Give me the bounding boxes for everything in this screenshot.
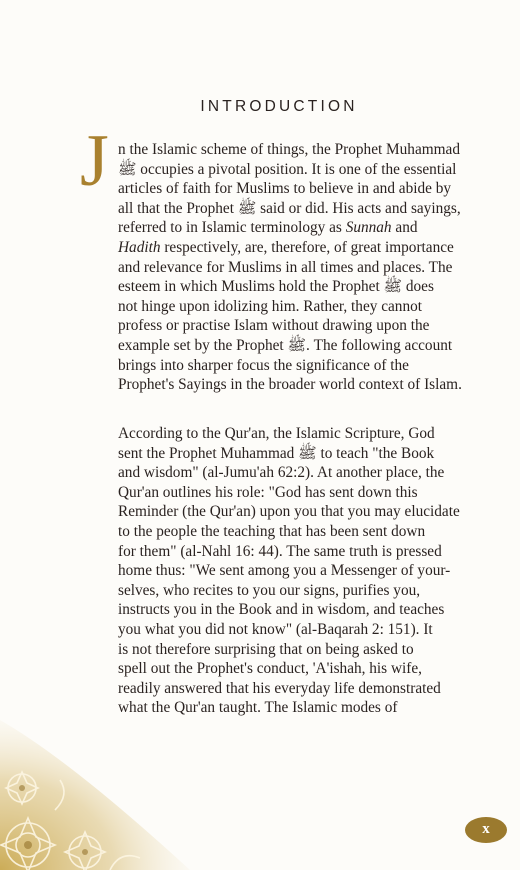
drop-cap: J [80,120,109,202]
text-line: home thus: "We sent among you a Messenger of your- [118,562,451,580]
text-line-with-italics: referred to in Islamic terminology as Sunnah and [118,219,418,237]
text-line: not hinge upon idolizing him. Rather, they cannot [118,297,422,315]
italic-term: Hadith [118,238,161,256]
italic-term: Sunnah [345,219,392,237]
decorative-arabesque-ornament [0,700,190,870]
text-line: spell out the Prophet's conduct, 'A'ishah, his wife, [118,660,422,678]
text-line: profess or practise Islam without drawing upon the [118,317,430,335]
text-line: brings into sharper focus the significance of the [118,356,409,374]
text-line: and wisdom" (al-Jumu'ah 62:2). At another place, the [118,464,445,482]
text-line: Reminder (the Qur'an) upon you that you may elucidate [118,503,460,521]
text-line: you what you did not know" (al-Baqarah 2: 151). It [118,620,433,638]
text-line: readily answered that his everyday life demonstrated [118,679,441,697]
text-line: and relevance for Muslims in all times and places. The [118,258,453,276]
text-line: articles of faith for Muslims to believe in and abide by [118,180,452,198]
text-line: is not therefore surprising that on being asked to [118,640,414,658]
text-line: n the Islamic scheme of things, the Prophet Muhammad [118,141,460,158]
text-line: ﷺ occupies a pivotal position. It is one of the essential [118,160,457,178]
text-line: all that the Prophet ﷺ said or did. His acts and sayings, [118,199,461,217]
text-line: According to the Qur'an, the Islamic Scripture, God [118,425,435,442]
page-title: INTRODUCTION [200,98,358,115]
text-line: instructs you in the Book and in wisdom, and teaches [118,601,445,619]
text-line: Qur'an outlines his role: "God has sent down this [118,483,418,501]
page-number-badge: x [465,817,507,843]
text-line: Prophet's Sayings in the broader world context of Islam. [118,376,462,394]
text-line: what the Qur'an taught. The Islamic modes of [118,699,398,717]
text-line-with-italics: Hadith respectively, are, therefore, of great importance [118,238,454,256]
paragraph-2 [118,424,498,718]
text-line: sent the Prophet Muhammad ﷺ to teach "the Book [118,444,435,462]
text-line: example set by the Prophet ﷺ. The following account [118,336,453,354]
text-line: selves, who recites to you our signs, purifies you, [118,581,421,599]
text-line: for them" (al-Nahl 16: 44). The same truth is pressed [118,542,442,560]
text-line: to the people the teaching that has been sent down [118,522,426,540]
paragraph-1 [118,140,498,395]
text-line: esteem in which Muslims hold the Prophet ﷺ does [118,278,434,296]
